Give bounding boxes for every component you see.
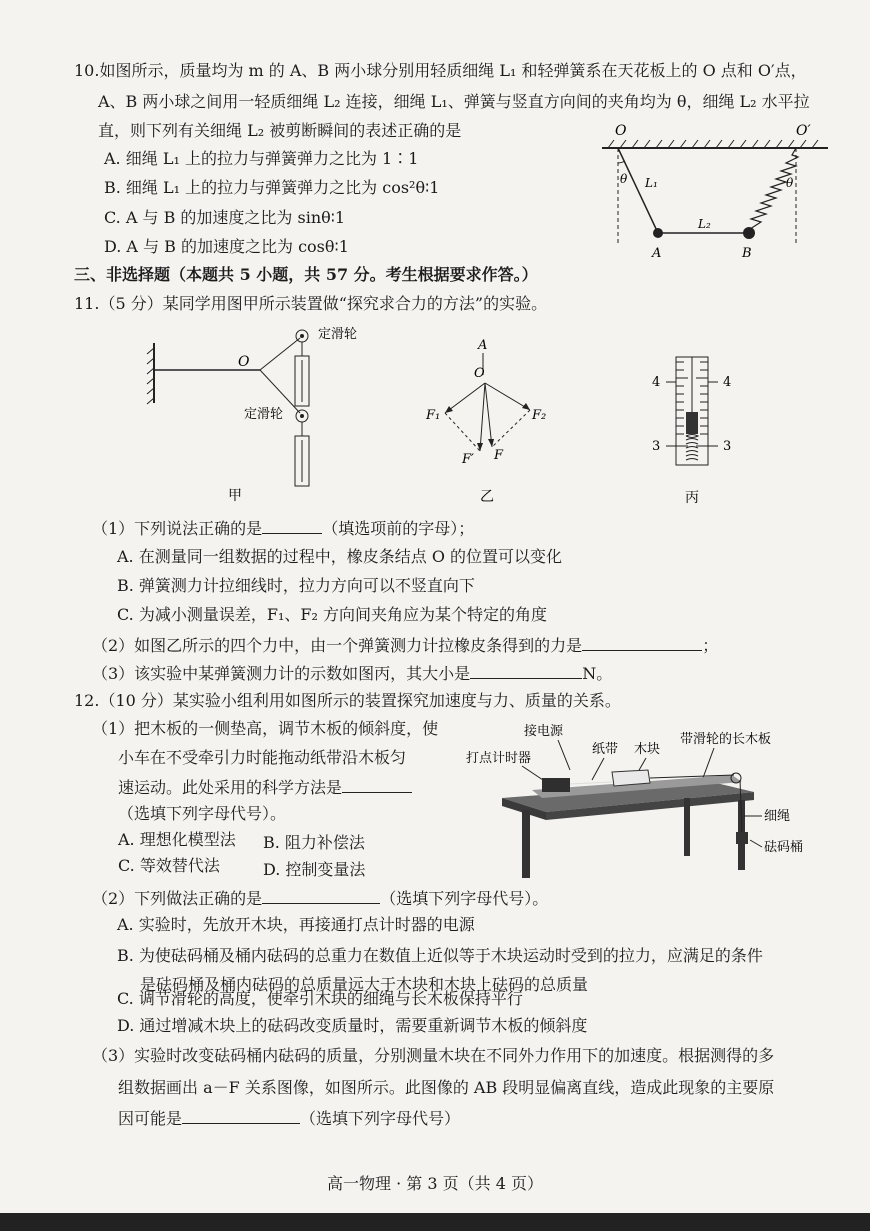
fig12-label-block: 木块: [634, 742, 661, 757]
fig12-label-power: 接电源: [524, 724, 564, 739]
fig12-label-tape: 纸带: [592, 742, 619, 757]
yi-label-F: F: [494, 448, 504, 463]
q12-part3-line3: [118, 1107, 460, 1130]
yi-label-F-prime: F′: [462, 452, 474, 467]
bing-tick-4-right: 4: [723, 375, 732, 390]
fig10-label-O: O: [615, 123, 627, 139]
fig12-label-bucket: 砝码桶: [764, 840, 804, 855]
yi-caption: 乙: [480, 489, 494, 505]
q11-part3-blank[interactable]: [470, 662, 582, 679]
q12-part1-line3-text: 速运动。此处采用的科学方法是: [118, 778, 343, 797]
q11-stem: 11.（5 分）某同学用图甲所示装置做“探究求合力的方法”的实验。: [74, 294, 548, 313]
bing-tick-3-left: 3: [652, 439, 661, 454]
q11-figure-yi: [420, 335, 560, 505]
q11-part1-text: （1）下列说法正确的是: [92, 519, 263, 538]
yi-label-F2: F₂: [532, 408, 547, 423]
fig10-label-A: A: [652, 246, 662, 261]
q12-part2-option-b-line2: 是砝码桶及桶内砝码的总质量远大于木块和木块上砝码的总质量: [140, 975, 589, 994]
q11-part1: [92, 517, 474, 540]
fig12-timer: [542, 778, 570, 792]
fig10-ball-A: [653, 228, 663, 238]
q10-line1: 10.如图所示，质量均为 m 的 A、B 两小球分别用轻质细绳 L₁ 和轻弹簧系在天花板上的 O 点和 O′点，: [74, 61, 807, 80]
q12-part3-line3-text: 因可能是: [118, 1109, 183, 1128]
q12-part2-option-b-line1: B. 为使砝码桶及桶内砝码的总重力在数值上近似等于木块运动时受到的拉力，应满足的条件: [117, 946, 763, 965]
q11-part1-option-b: B. 弹簧测力计拉细线时，拉力方向可以不竖直向下: [117, 576, 475, 595]
jia-pulley-mid-label: 定滑轮: [244, 407, 284, 422]
q10-option-d: D. A 与 B 的加速度之比为 cosθ∶1: [104, 237, 349, 256]
q11-part2-tail: ；: [702, 636, 719, 655]
q10-line3: 直，则下列有关细绳 L₂ 被剪断瞬间的表述正确的是: [98, 121, 462, 140]
q12-part1-option-d: D. 控制变量法: [263, 860, 366, 879]
fig10-label-O-prime: O′: [796, 123, 811, 139]
q11-part2: [92, 634, 718, 657]
fig10-theta-left: θ: [620, 172, 628, 186]
q11-part1-option-c: C. 为减小测量误差，F₁、F₂ 方向间夹角应为某个特定的角度: [117, 605, 547, 624]
q12-part2-text: （2）下列做法正确的是: [92, 889, 263, 908]
q12-figure: [462, 720, 832, 885]
jia-label-O: O: [238, 354, 250, 370]
q11-part3-text: （3）该实验中某弹簧测力计的示数如图丙，其大小是: [92, 664, 471, 683]
q12-part1-option-b: B. 阻力补偿法: [263, 833, 365, 852]
q10-option-c: C. A 与 B 的加速度之比为 sinθ∶1: [104, 208, 346, 227]
yi-label-F1: F₁: [426, 408, 441, 423]
jia-pulley-top-label: 定滑轮: [318, 327, 358, 342]
q12-part1-line2: 小车在不受牵引力时能拖动纸带沿木板匀: [118, 748, 407, 767]
q12-part2-option-c: C. 调节滑轮的高度，使牵引木块的细绳与长木板保持平行: [117, 989, 523, 1008]
q11-part1-tail: （填选项前的字母）；: [322, 519, 475, 538]
fig12-label-rope: 细绳: [764, 809, 791, 824]
scan-edge: [0, 1213, 870, 1231]
bing-tick-4-left: 4: [652, 375, 661, 390]
fig10-ball-B: [743, 227, 755, 239]
bing-caption: 丙: [685, 490, 699, 506]
q10-line2: A、B 两小球之间用一轻质细绳 L₂ 连接，细绳 L₁、弹簧与竖直方向间的夹角均为 θ，细绳 L₂ 水平拉: [98, 92, 810, 111]
q12-part1-line4: （选填下列字母代号）。: [118, 804, 287, 823]
q10-option-b: B. 细绳 L₁ 上的拉力与弹簧弹力之比为 cos²θ∶1: [104, 178, 440, 197]
fig10-theta-right: θ: [786, 176, 794, 190]
fig12-label-timer: 打点计时器: [466, 751, 532, 766]
fig12-table-leg-left: [522, 810, 530, 878]
q11-figure-bing: [640, 352, 750, 507]
bing-pointer: [686, 412, 698, 434]
fig10-label-L2: L₂: [698, 217, 711, 231]
q12-part3-tail: （选填下列字母代号）: [300, 1109, 461, 1128]
bing-tick-3-right: 3: [723, 439, 732, 454]
q12-part2-option-d: D. 通过增减木块上的砝码改变质量时，需要重新调节木板的倾斜度: [117, 1016, 588, 1035]
fig10-label-L1: L₁: [645, 176, 658, 190]
yi-label-A: A: [478, 338, 488, 353]
q12-part1-line1: （1）把木板的一侧垫高，调节木板的倾斜度，使: [92, 719, 439, 738]
q12-part3-line2: 组数据画出 a－F 关系图像，如图所示。此图像的 AB 段明显偏离直线，造成此现象的主要原: [118, 1078, 775, 1097]
fig12-bucket: [736, 832, 748, 844]
q11-part3-tail: N。: [582, 664, 613, 683]
q12-part1-option-a: A. 理想化模型法: [118, 830, 236, 849]
yi-label-O: O: [474, 366, 485, 381]
q11-figure-jia: [140, 318, 370, 503]
q12-part1-option-c: C. 等效替代法: [118, 856, 220, 875]
q11-part1-option-a: A. 在测量同一组数据的过程中，橡皮条结点 O 的位置可以变化: [117, 547, 563, 566]
q12-part1-blank[interactable]: [342, 776, 412, 793]
q11-part1-blank[interactable]: [262, 517, 322, 534]
q10-option-a: A. 细绳 L₁ 上的拉力与弹簧弹力之比为 1∶1: [104, 149, 419, 168]
q12-part2-option-a: A. 实验时，先放开木块，再接通打点计时器的电源: [117, 915, 475, 934]
section-3-heading: 三、非选择题（本题共 5 小题，共 57 分。考生根据要求作答。）: [74, 265, 538, 284]
fig12-block: [612, 770, 650, 786]
q12-part2: [92, 887, 548, 910]
q12-part2-blank[interactable]: [262, 887, 380, 904]
jia-caption: 甲: [228, 488, 242, 503]
q12-part3-line1: （3）实验时改变砝码桶内砝码的质量，分别测量木块在不同外力作用下的加速度。根据测得的多: [92, 1046, 775, 1065]
page-footer: 高一物理 · 第 3 页（共 4 页）: [327, 1174, 543, 1193]
q12-part2-tail: （选填下列字母代号）。: [380, 889, 549, 908]
fig10-label-B: B: [742, 246, 752, 261]
fig12-label-board: 带滑轮的长木板: [680, 732, 772, 747]
q12-part1-line3: [118, 776, 412, 799]
q10-figure: [600, 115, 835, 265]
q11-part3: [92, 662, 612, 685]
q12-stem: 12.（10 分）某实验小组利用如图所示的装置探究加速度与力、质量的关系。: [74, 691, 621, 710]
q11-part2-text: （2）如图乙所示的四个力中，由一个弹簧测力计拉橡皮条得到的力是: [92, 636, 583, 655]
q12-part3-blank[interactable]: [182, 1107, 300, 1124]
q11-part2-blank[interactable]: [582, 634, 702, 651]
